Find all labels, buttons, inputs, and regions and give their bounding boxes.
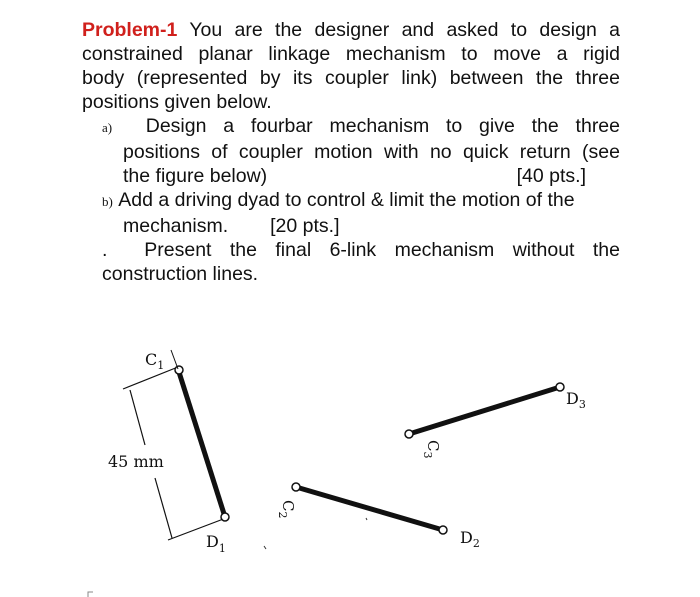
item-b-points: [20 pts.] [270,215,340,237]
dimension-line-lower [155,478,172,538]
coupler-position-3 [405,383,564,438]
joint-d2-icon [439,526,447,534]
item-a-points: [40 pts.] [516,165,586,187]
coupler-link-2 [296,487,443,530]
item-c-marker: . [102,239,108,261]
item-b-line-1: b) Add a driving dyad to control & limit the motion of the [102,189,575,211]
page-corner-mark [88,592,93,597]
item-a-line-3: the figure below) [40 pts.] [82,164,620,188]
problem-line-3: body (represented by its coupler link) between the three [82,67,620,89]
label-c2: $C_2$ [276,500,297,519]
dimension-line-upper [130,390,145,445]
item-a-marker: a) [102,120,113,135]
item-c-line-1: . Present the final 6-link mechanism without the [102,239,620,261]
label-c3: $C_3$ [421,440,442,459]
coupler-position-1 [171,350,229,521]
dimension-extension-top [123,367,178,389]
joint-d1-icon [221,513,229,521]
item-b-marker: b) [102,194,113,209]
item-a-line-2: positions of coupler motion with no quick return (see [123,141,620,163]
label-d2: $D_2$ [460,528,480,550]
problem-heading: Problem-1 [82,19,178,41]
joint-d3-icon [556,383,564,391]
problem-line-1: Problem-1 You are the designer and asked to design a [82,19,620,41]
joint-c3-icon [405,430,413,438]
problem-line-4: positions given below. [82,91,272,113]
label-d3: $D_3$ [566,389,586,411]
c1-tick [171,350,178,369]
item-b-line-2: mechanism. [20 pts.] [123,215,340,237]
label-c1: $C_1$ [145,350,165,372]
coupler-link-1 [178,369,225,517]
problem-line-2: constrained planar linkage mechanism to move a rigid [82,43,620,65]
stray-mark-2 [366,518,367,520]
coupler-link-3 [409,387,560,434]
stray-mark-1 [264,546,266,549]
item-c-line-2: construction lines. [102,263,259,285]
item-a-line-1: a) Design a fourbar mechanism to give the three [102,115,620,137]
dimension-label: 45 mm [108,452,164,471]
label-d1: $D_1$ [206,532,226,555]
joint-c2-icon [292,483,300,491]
joint-c1-icon [175,366,183,374]
coupler-position-2 [292,483,447,534]
